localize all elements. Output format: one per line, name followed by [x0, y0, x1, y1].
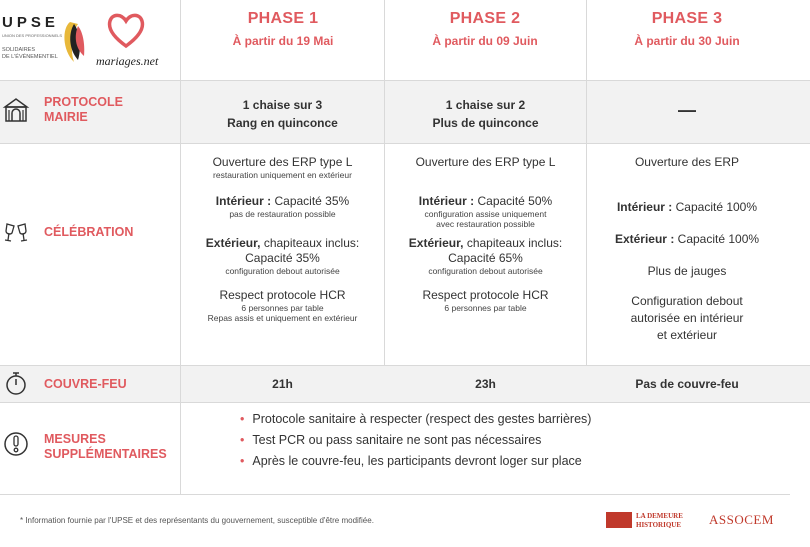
exterieur-label: Extérieur : [614, 232, 675, 246]
row-label-protocole-mairie: PROTOCOLE MAIRIE [44, 95, 123, 124]
mariages-logo-text: mariages.net [96, 54, 159, 68]
divider [0, 494, 790, 495]
hcr-note: 6 personnes par table [241, 303, 324, 313]
config-text: autorisée en intérieur [630, 311, 744, 325]
celebration-phase-2 [385, 155, 586, 313]
list-item [240, 412, 591, 433]
list-item [240, 433, 591, 454]
heart-icon [106, 12, 146, 50]
bullet-icon: • [240, 433, 245, 447]
interieur-label: Intérieur : [418, 194, 475, 208]
hcr-text: Respect protocole HCR [219, 288, 346, 302]
exterieur-value: chapiteaux inclus: [260, 236, 360, 250]
divider [0, 402, 810, 403]
stopwatch-icon [2, 369, 30, 397]
interieur-text [587, 200, 787, 215]
interieur-value: Capacité 50% [474, 194, 553, 208]
exterieur-label: Extérieur, [205, 236, 261, 250]
mairie-phase-1-line: 1 chaise sur 3 [242, 98, 323, 112]
mariages-logo [94, 12, 164, 70]
divider [0, 365, 810, 366]
upse-logo-subtitle: DE L'ÉVÉNEMENTIEL [2, 54, 58, 60]
mairie-phase-2-line: 1 chaise sur 2 [445, 98, 526, 112]
interieur-text [385, 194, 586, 209]
mesures-list [240, 412, 591, 475]
warning-icon [2, 430, 30, 458]
erp-text: Ouverture des ERP [634, 155, 740, 169]
exterieur-label: Extérieur, [408, 236, 464, 250]
hcr-note: Repas assis et uniquement en extérieur [207, 313, 358, 323]
phase-2-header [385, 10, 585, 48]
row-label-line: SUPPLÉMENTAIRES [44, 447, 167, 461]
couvre-feu-phase-3: Pas de couvre-feu [635, 377, 739, 391]
mairie-phase-1-line: Rang en quinconce [227, 116, 338, 130]
erp-text: Ouverture des ERP type L [415, 155, 556, 169]
bullet-icon: • [240, 454, 245, 468]
phase-date: À partir du 19 Mai [232, 34, 334, 48]
upse-logo-subtitle: UNION DES PROFESSIONNELS [2, 33, 63, 38]
jauges-text: Plus de jauges [647, 264, 727, 278]
phase-date: À partir du 30 Juin [634, 34, 740, 48]
exterieur-capacity: Capacité 65% [448, 251, 523, 265]
interieur-label: Intérieur : [616, 200, 673, 214]
exterieur-note: configuration debout autorisée [225, 266, 340, 276]
interieur-value: Capacité 35% [271, 194, 350, 208]
list-item-text: Après le couvre-feu, les participants devront loger sur place [252, 454, 582, 468]
list-item [240, 454, 591, 475]
hcr-note: 6 personnes par table [444, 303, 527, 313]
erp-text: Ouverture des ERP type L [212, 155, 353, 169]
config-text: Configuration debout [631, 294, 743, 308]
row-label-celebration: CÉLÉBRATION [44, 225, 134, 239]
demeure-historique-logo [606, 510, 696, 534]
champagne-glasses-icon [2, 218, 30, 246]
divider [0, 80, 810, 81]
mairie-phase-2 [385, 96, 586, 132]
erp-note: restauration uniquement en extérieur [213, 170, 352, 180]
interieur-value: Capacité 100% [672, 200, 758, 214]
demeure-text: HISTORIQUE [636, 521, 681, 529]
exterieur-value: Capacité 100% [674, 232, 760, 246]
phase-title: PHASE 2 [449, 10, 521, 27]
demeure-monogram [606, 512, 632, 528]
upse-logo-subtitle: SOLIDAIRES [2, 47, 36, 53]
row-label-couvre-feu: COUVRE-FEU [44, 377, 127, 391]
phase-date: À partir du 09 Juin [432, 34, 538, 48]
phase-title: PHASE 1 [247, 10, 319, 27]
row-label-line: MESURES [44, 432, 106, 446]
list-item-text: Protocole sanitaire à respecter (respect des gestes barrières) [252, 412, 592, 426]
upse-logo-emblem [60, 20, 86, 64]
list-item-text: Test PCR ou pass sanitaire ne sont pas nécessaires [252, 433, 542, 447]
divider [0, 143, 810, 144]
interieur-note: configuration assise uniquement [424, 209, 547, 219]
bullet-icon: • [240, 412, 245, 426]
exterieur-text [181, 236, 384, 251]
interieur-text [181, 194, 384, 209]
exterieur-text [587, 232, 787, 247]
couvre-feu-phase-1: 21h [272, 377, 293, 391]
config-text: et extérieur [656, 328, 718, 342]
exterieur-value: chapiteaux inclus: [463, 236, 563, 250]
town-hall-icon [2, 96, 30, 124]
upse-logo-title: UPSE [2, 14, 59, 31]
celebration-phase-3 [587, 155, 787, 344]
phase-title: PHASE 3 [651, 10, 723, 27]
mairie-phase-1 [181, 96, 384, 132]
interieur-note: pas de restauration possible [229, 209, 336, 219]
interieur-note: avec restauration possible [436, 219, 535, 229]
hcr-text: Respect protocole HCR [422, 288, 549, 302]
mairie-phase-3: — [678, 100, 696, 120]
phase-1-header [183, 10, 383, 48]
demeure-text: LA DEMEURE [636, 512, 683, 520]
upse-logo [2, 14, 90, 70]
celebration-phase-1 [181, 155, 384, 323]
footnote: * Information fournie par l'UPSE et des représentants du gouvernement, susceptible d'être modifiée. [20, 516, 374, 525]
assocem-logo: ASSOCEM [709, 512, 774, 527]
exterieur-text [385, 236, 586, 251]
phase-3-header [587, 10, 787, 48]
exterieur-note: configuration debout autorisée [428, 266, 543, 276]
row-label-mesures [44, 432, 167, 462]
mairie-phase-2-line: Plus de quinconce [432, 116, 539, 130]
interieur-label: Intérieur : [215, 194, 272, 208]
couvre-feu-phase-2: 23h [475, 377, 496, 391]
exterieur-capacity: Capacité 35% [245, 251, 320, 265]
